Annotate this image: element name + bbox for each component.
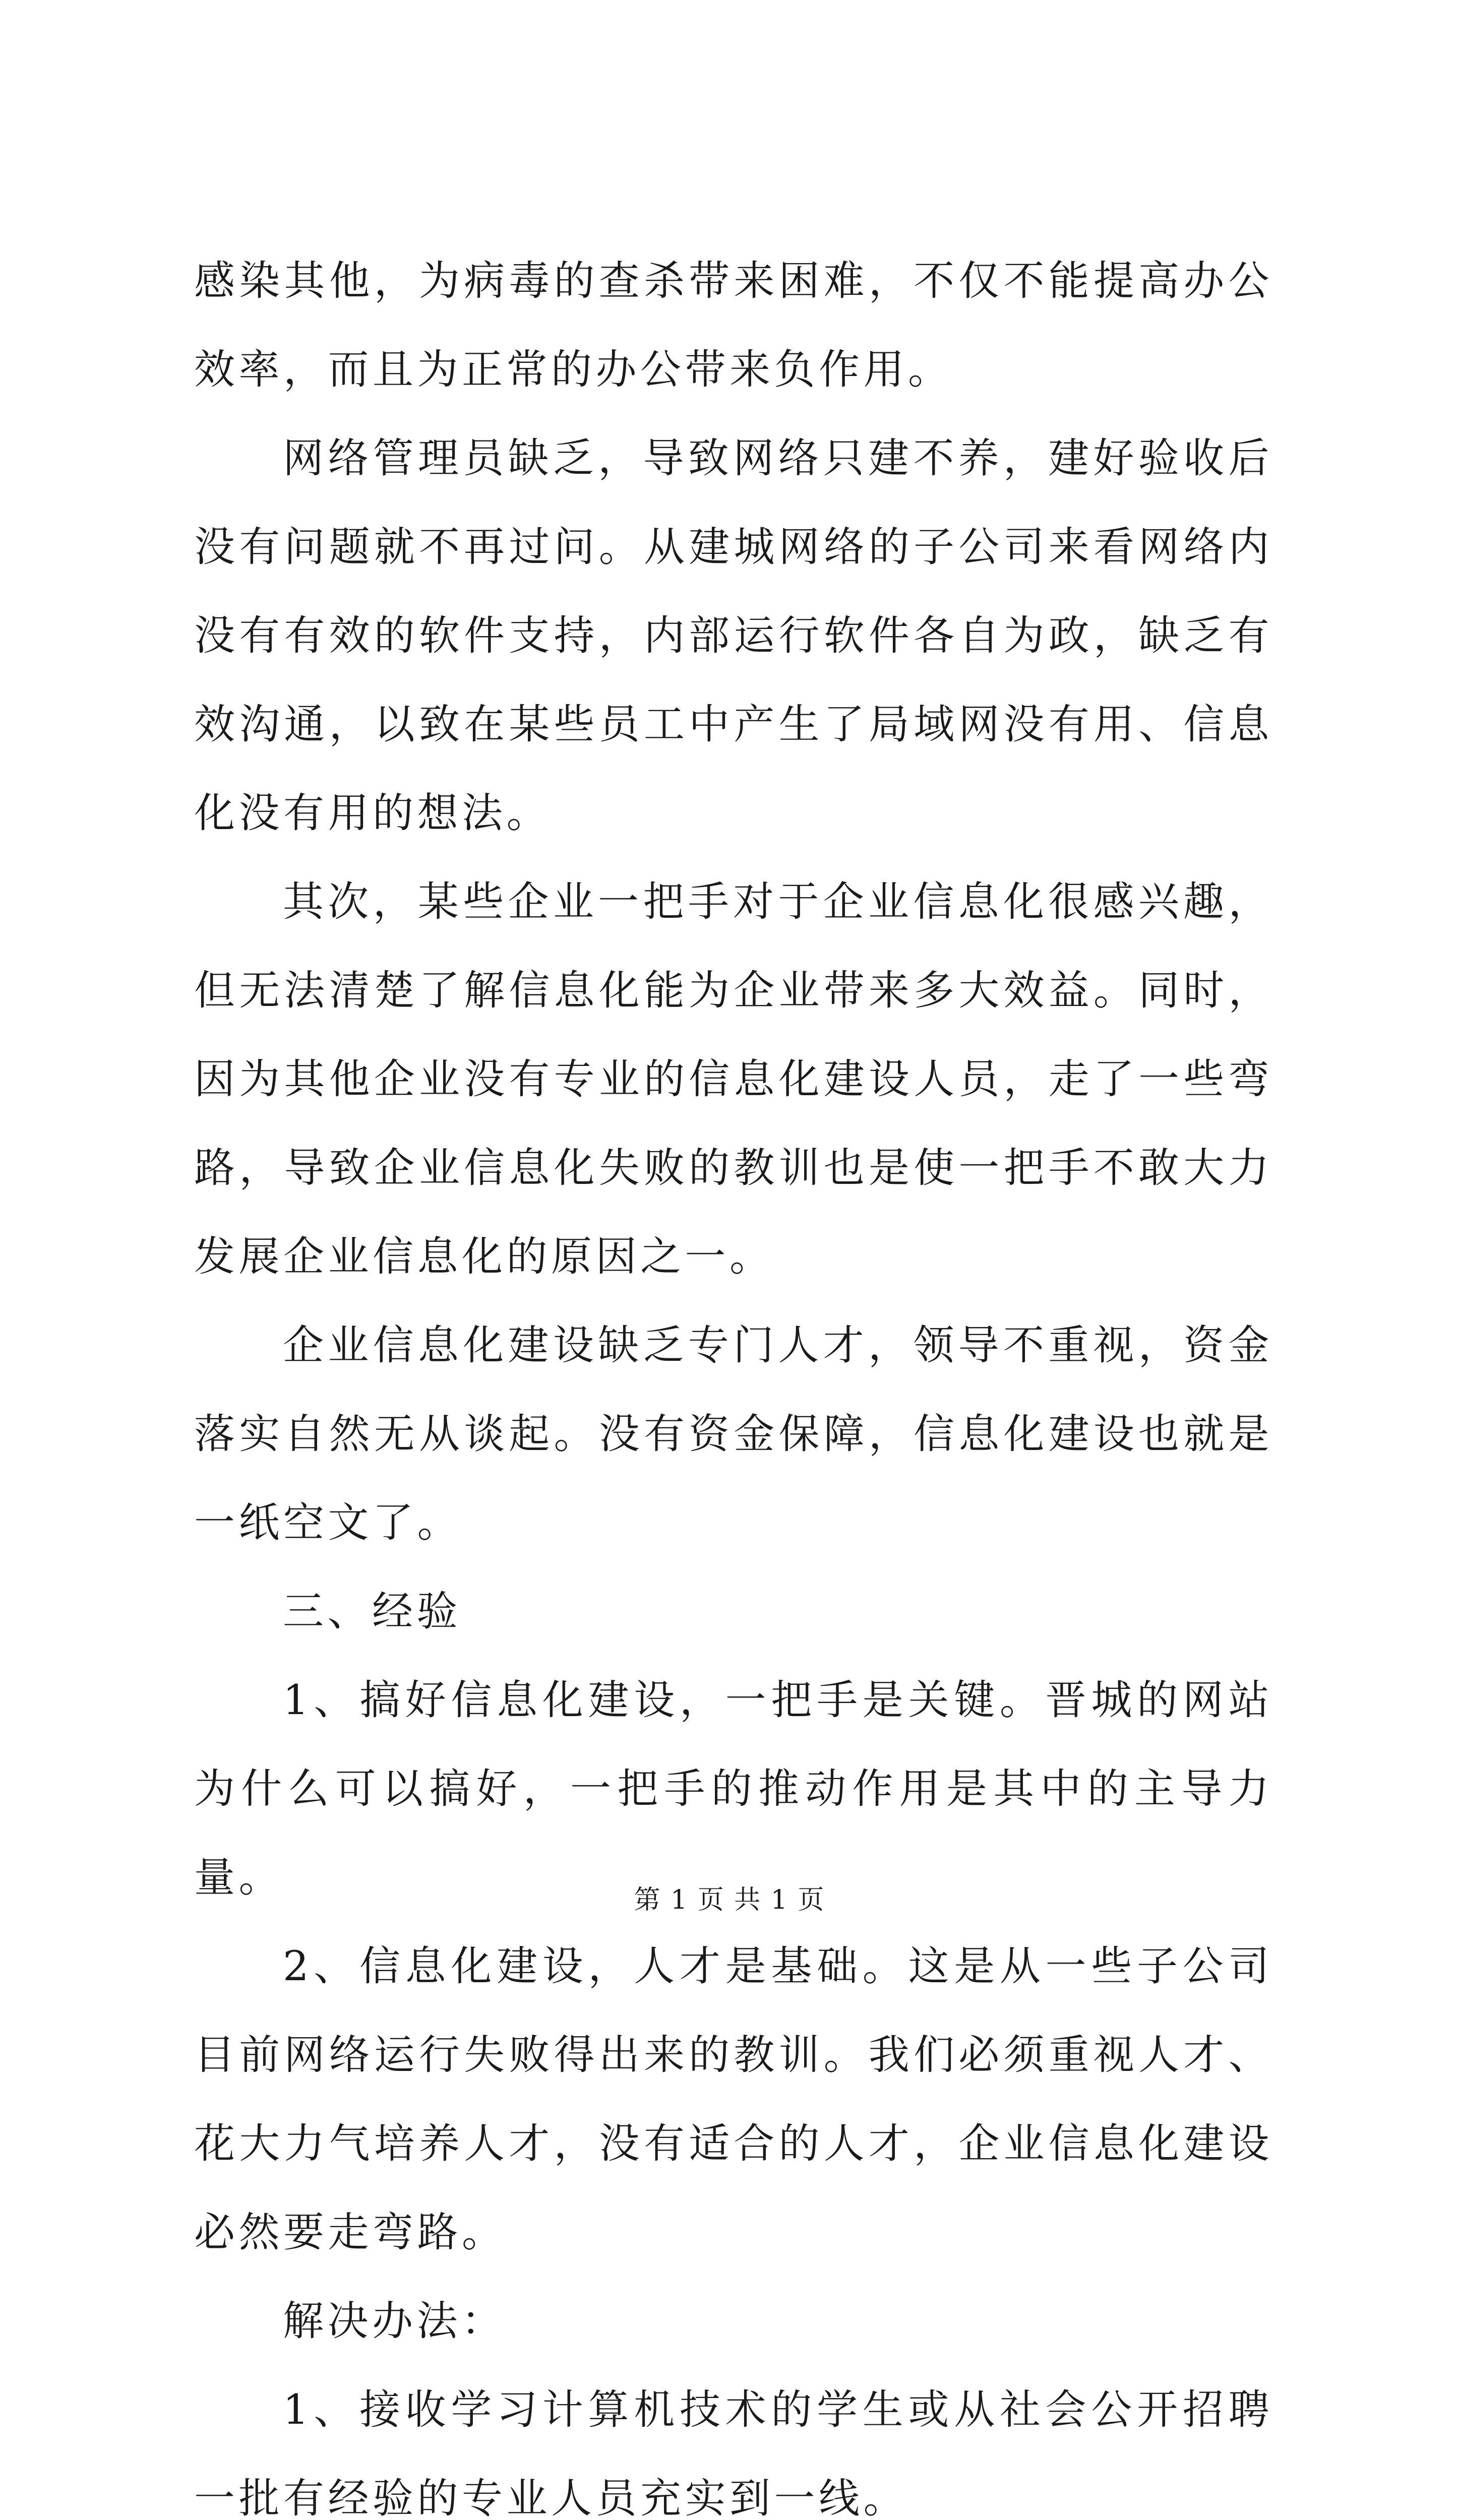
paragraph-2: 网络管理员缺乏，导致网络只建不养，建好验收后没有问题就不再过问。从建城网络的子公司来看网络内没有有效的软件支持，内部运行软件各自为政，缺乏有效沟通，以致在某些员工中产生了局域网没有用、信息化没有用的想法。 [194, 435, 1273, 837]
paragraph-4: 企业信息化建设缺乏专门人才，领导不重视，资金落实自然无从谈起。没有资金保障，信息化建设也就是一纸空文了。 [194, 1322, 1273, 1547]
paragraph-experience-1: 1、搞好信息化建设，一把手是关键。晋城的网站为什么可以搞好，一把手的推动作用是其中的主导力量。 [194, 1677, 1273, 1902]
solutions-heading: 解决办法： [283, 2298, 506, 2345]
paragraph-3: 其次，某些企业一把手对于企业信息化很感兴趣，但无法清楚了解信息化能为企业带来多大效益。同时，因为其他企业没有专业的信息化建设人员，走了一些弯路，导致企业信息化失败的教训也是使一把手不敢大力发展企业信息化的原因之一。 [194, 878, 1273, 1281]
paragraph-solution-1: 1、接收学习计算机技术的学生或从社会公开招聘一批有经验的专业人员充实到一线。 [194, 2386, 1273, 2520]
page-footer: 第 1 页 共 1 页 [634, 1885, 825, 1915]
document-body [194, 237, 1273, 2520]
paragraph-1: 感染其他，为病毒的查杀带来困难，不仅不能提高办公效率，而且为正常的办公带来负作用。 [194, 258, 1273, 394]
section-heading-experience: 三、经验 [283, 1588, 462, 1635]
paragraph-experience-2: 2、信息化建设，人才是基础。这是从一些子公司目前网络运行失败得出来的教训。我们必须重视人才、花大力气培养人才，没有适合的人才，企业信息化建设必然要走弯路。 [194, 1943, 1273, 2256]
